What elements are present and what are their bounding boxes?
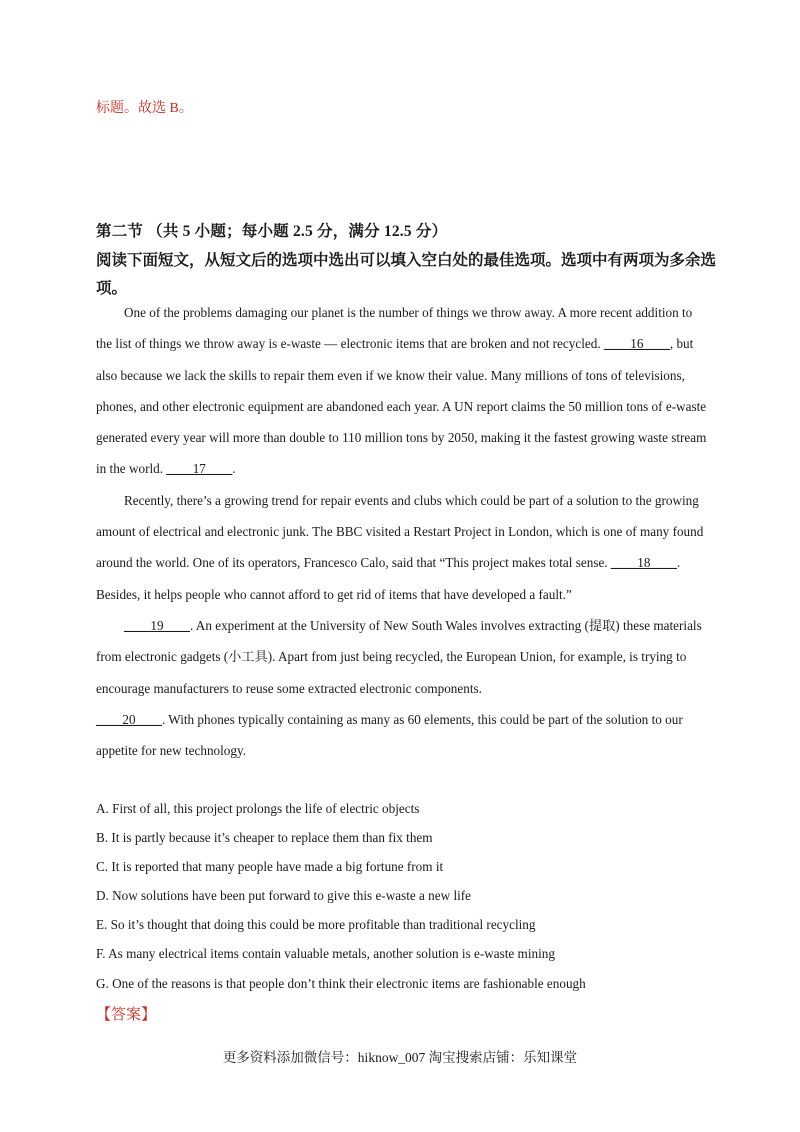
blank-20: ____20____ [96, 711, 162, 727]
blank-16: ____16____ [603, 336, 670, 352]
page-footer: 更多资料添加微信号：hiknow_007 淘宝搜索店铺：乐知课堂 [222, 1050, 578, 1065]
passage [96, 297, 708, 766]
blank-17: ____17____ [166, 461, 233, 477]
option-g: G. One of the reasons is that people don’t think their electronic items are fashionable enough [96, 975, 586, 991]
option-d: D. Now solutions have been put forward to give this e-waste a new life [96, 888, 472, 904]
options-list [96, 797, 716, 1001]
option-a: A. First of all, this project prolongs the life of electric objects [96, 801, 420, 816]
paragraph-text: . [232, 461, 236, 477]
blank-18: ____18____ [610, 555, 677, 571]
paragraph-text: , but also because we lack the skills to repair them even if we know their value. Many millions of tons of televisions, phones, and other electronic equipment are abandoned each year. A UN report claims the 50 million tons of e-waste generated every year will more than double to 110 million tons by 2050, making it the fastest growing waste stream in the world. [96, 336, 707, 477]
paragraph-text: Recently, there’s a growing trend for repair events and clubs which could be part of a solution to the growing amount of electrical and electronic junk. The BBC visited a Restart Project in London, which is one of many found around the world. One of its operators, Francesco Calo, said that “This project makes total sense. [96, 492, 704, 571]
paragraph-text: . With phones typically containing as many as 60 elements, this could be part of the solution to our appetite for new technology. [96, 711, 683, 759]
section-instructions: 阅读下面短文，从短文后的选项中选出可以填入空白处的最佳选项。选项中有两项为多余选项。 [96, 252, 717, 297]
paragraph-4 [96, 704, 708, 767]
option-b: B. It is partly because it’s cheaper to replace them than fix them [96, 830, 433, 846]
previous-answer-text: 标题。故选 B。 [96, 101, 193, 116]
paragraph-text: . Besides, it helps people who cannot afford to get rid of items that have developed a fault.” [96, 555, 681, 602]
option-e: E. So it’s thought that doing this could be more profitable than traditional recycling [96, 917, 536, 933]
paragraph-text: . An experiment at the University of New South Wales involves extracting (提取) these materials from electronic gadgets (小工具). Apart from just being recycled, the European Union, for example, is trying to encourage manufacturers to reuse some extracted electronic components. [96, 617, 702, 696]
paragraph-1 [96, 297, 708, 485]
blank-19: ____19____ [124, 617, 190, 633]
paragraph-3 [96, 610, 708, 704]
answer-label: 【答案】 [96, 1007, 157, 1023]
paragraph-2 [96, 485, 708, 610]
section-title: 第二节 （共 5 小题；每小题 2.5 分，满分 12.5 分） [96, 223, 448, 240]
paragraph-text: One of the problems damaging our planet is the number of things we throw away. A more recent addition to the list of things we throw away is e-waste — electronic items that are broken and not recycled. [96, 305, 693, 352]
option-c: C. It is reported that many people have made a big fortune from it [96, 859, 444, 875]
option-f: F. As many electrical items contain valuable metals, another solution is e-waste mining [96, 946, 555, 962]
